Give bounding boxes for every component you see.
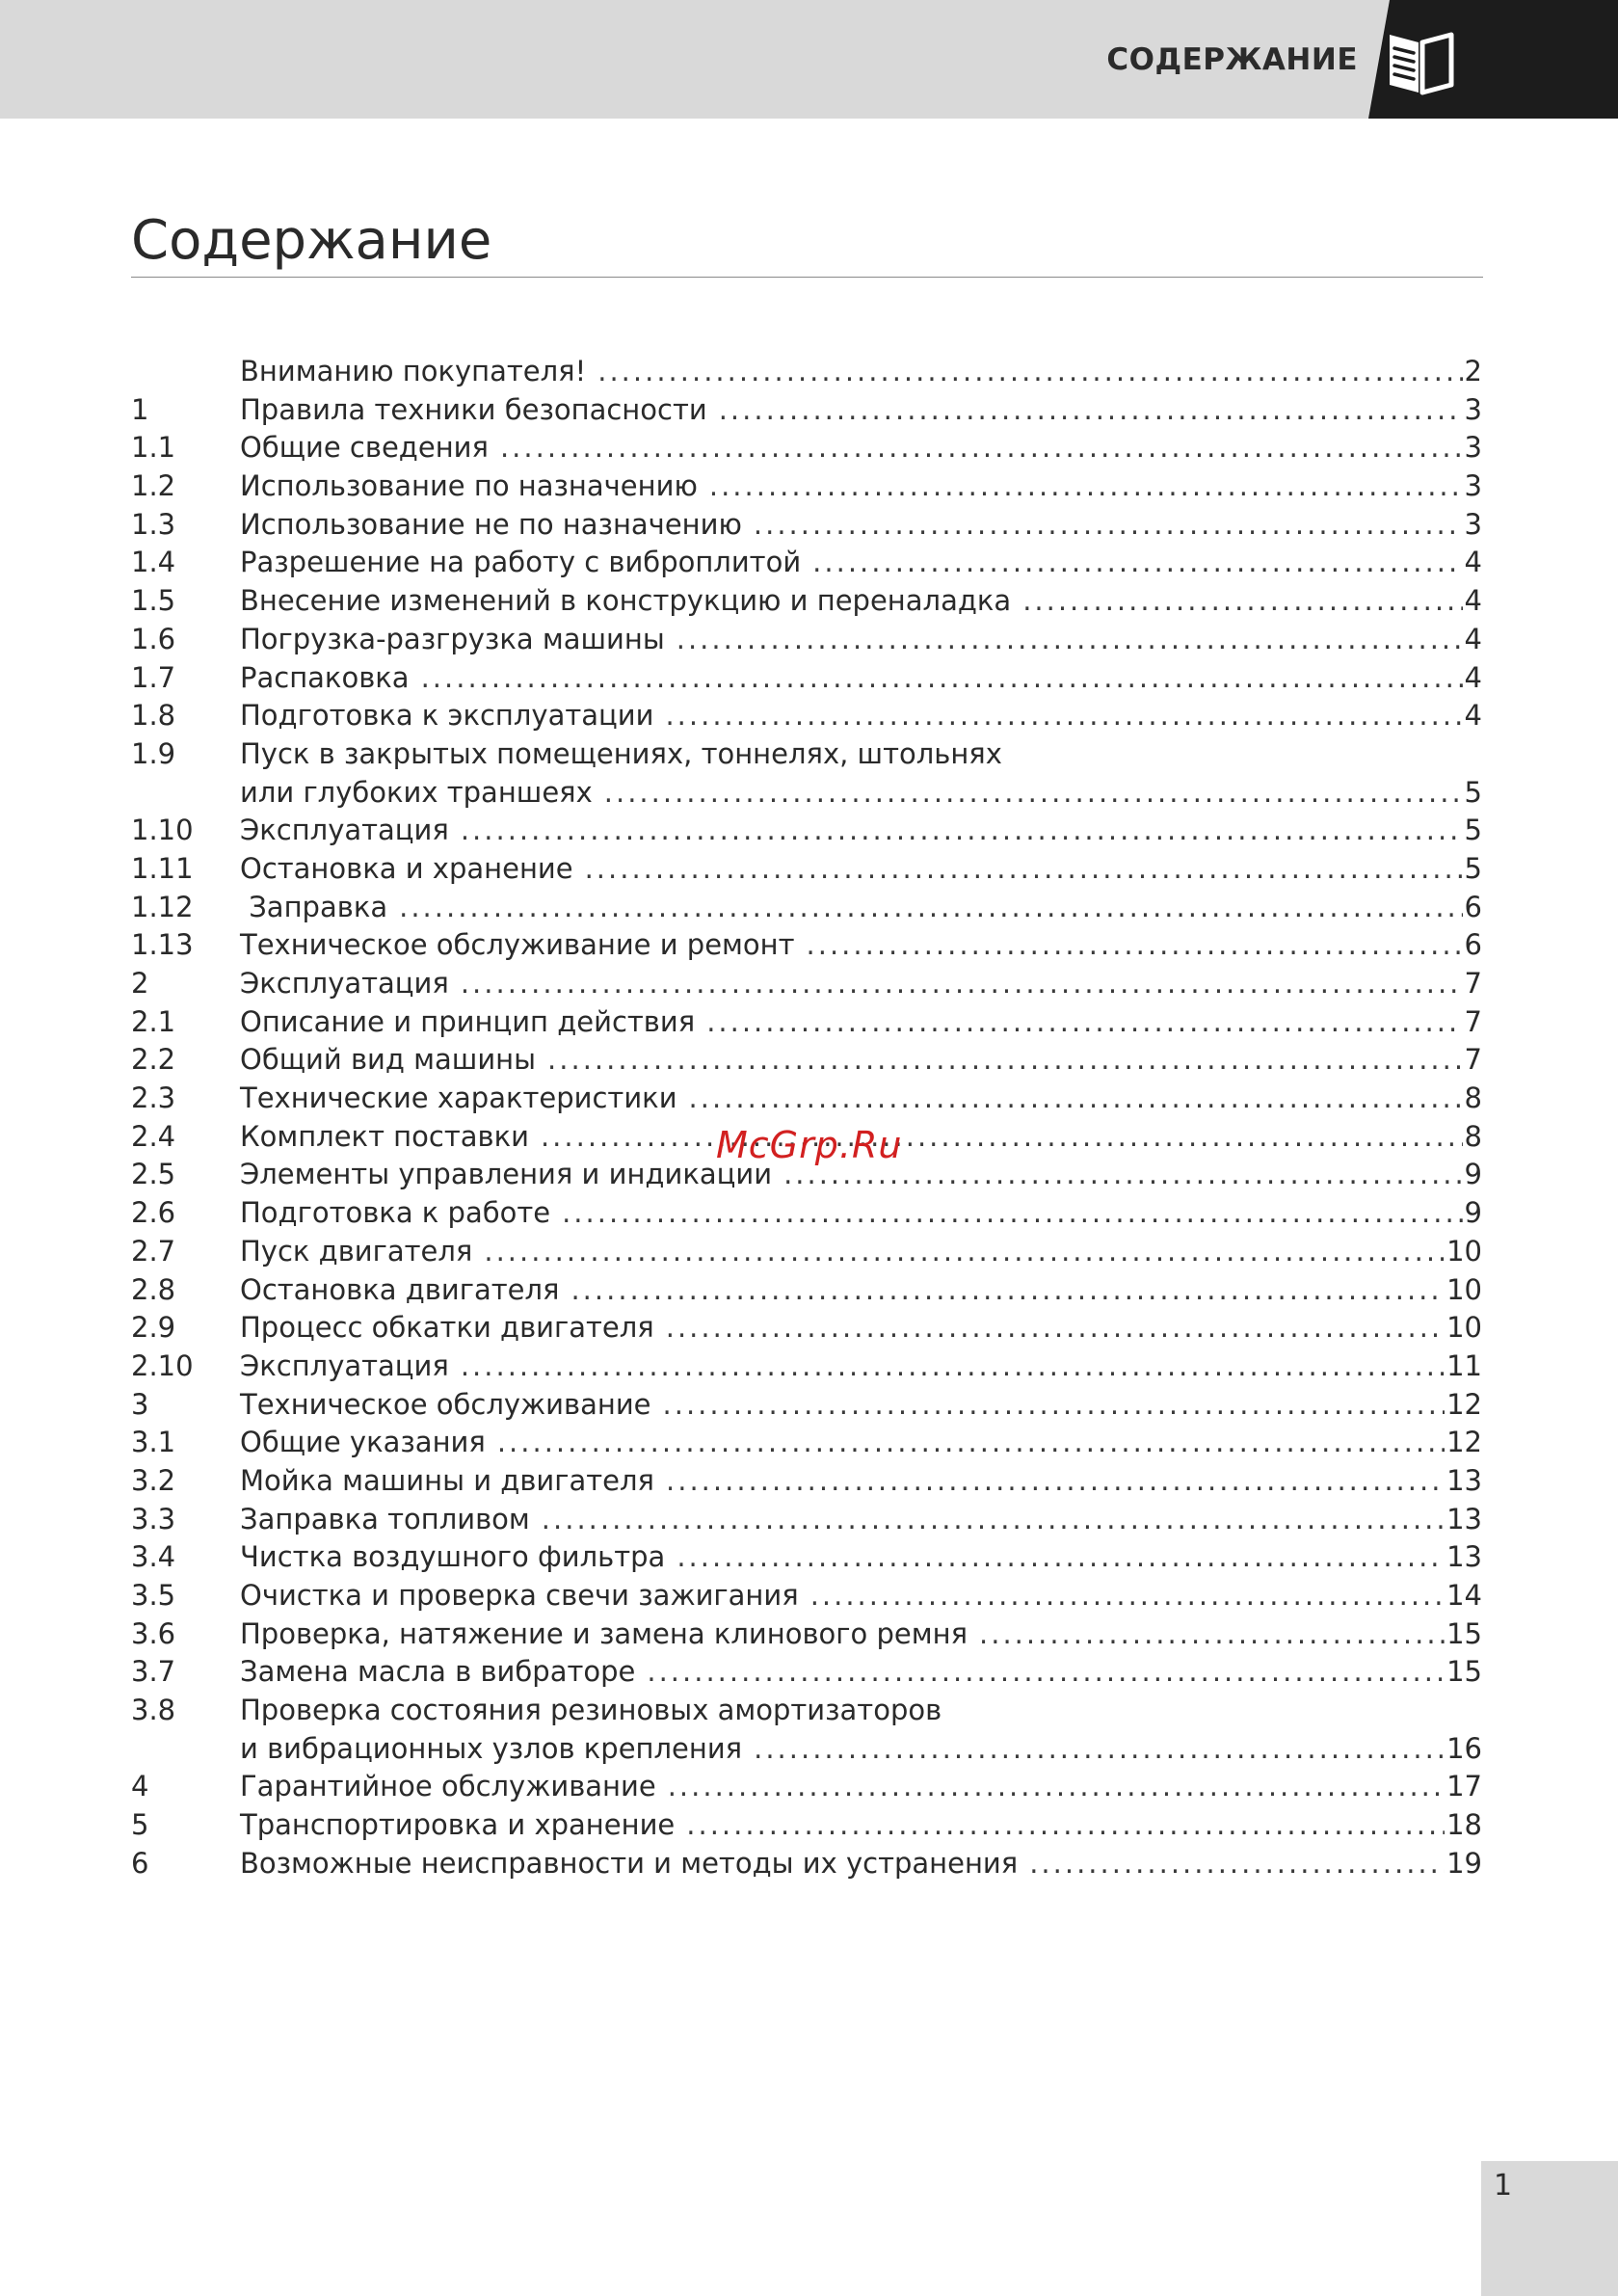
- toc-number: 1.4: [131, 546, 176, 579]
- toc-number: 3.1: [131, 1426, 176, 1459]
- toc-number: 1.3: [131, 507, 176, 541]
- toc-row: [131, 353, 1482, 391]
- toc-row: [131, 697, 1482, 735]
- toc-number: 3.4: [131, 1540, 176, 1574]
- toc-leader: [665, 697, 1462, 735]
- toc-leader: [663, 1386, 1446, 1425]
- toc-leader: [399, 889, 1462, 927]
- toc-page: 9: [1464, 1158, 1482, 1191]
- toc-page: 12: [1446, 1426, 1482, 1459]
- toc-leader: [1029, 1845, 1445, 1883]
- toc-page: 8: [1464, 1081, 1482, 1115]
- toc-page: 12: [1446, 1387, 1482, 1421]
- toc-title: Процесс обкатки двигателя: [240, 1311, 654, 1345]
- toc-title: Остановка двигателя: [240, 1272, 560, 1306]
- toc-title: Техническое обслуживание: [240, 1387, 651, 1421]
- toc-row: [131, 1309, 1482, 1348]
- toc-number: 1: [131, 392, 149, 426]
- toc-title: Элементы управления и индикации: [240, 1158, 773, 1191]
- toc-leader: [547, 1041, 1463, 1080]
- toc-row: [131, 582, 1482, 621]
- toc-number: 2.1: [131, 1004, 176, 1038]
- toc-title: Замена масла в вибраторе: [240, 1655, 636, 1689]
- toc-row: [131, 467, 1482, 506]
- toc-title: и вибрационных узлов крепления: [240, 1731, 743, 1765]
- toc-number: 1.10: [131, 814, 194, 847]
- toc-row: [131, 1768, 1482, 1806]
- toc-leader: [541, 1118, 1463, 1157]
- toc-row: [131, 1806, 1482, 1845]
- toc-number: 2.6: [131, 1196, 176, 1230]
- toc-row: [131, 544, 1482, 582]
- toc-number: 1.7: [131, 660, 176, 694]
- toc-leader: [979, 1615, 1445, 1654]
- toc-leader: [421, 659, 1463, 698]
- toc-title: Общие сведения: [240, 431, 489, 465]
- toc-number: 2: [131, 967, 149, 1000]
- toc-title: Проверка состояния резиновых амортизаторов: [240, 1694, 942, 1727]
- toc-number: 1.11: [131, 851, 194, 885]
- toc-row: [131, 926, 1482, 965]
- toc-page: 5: [1464, 851, 1482, 885]
- toc-row: [131, 391, 1482, 430]
- toc-number: 5: [131, 1808, 149, 1842]
- toc-page: 7: [1464, 1043, 1482, 1077]
- toc-leader: [500, 429, 1463, 467]
- toc-page: 16: [1446, 1731, 1482, 1765]
- toc-page: 5: [1464, 775, 1482, 809]
- toc-leader: [754, 1730, 1445, 1769]
- toc-leader: [709, 467, 1463, 506]
- watermark: McGrp.Ru: [716, 1124, 903, 1166]
- toc-leader: [497, 1424, 1445, 1462]
- toc-page: 4: [1464, 584, 1482, 618]
- toc-page: 13: [1446, 1463, 1482, 1497]
- toc-page: 4: [1464, 622, 1482, 655]
- toc-number: 2.7: [131, 1234, 176, 1268]
- toc-number: 1.2: [131, 469, 176, 503]
- toc-row: [131, 850, 1482, 889]
- toc-title: Использование не по назначению: [240, 507, 742, 541]
- toc-page: 10: [1446, 1311, 1482, 1345]
- toc-number: 3.2: [131, 1463, 176, 1497]
- toc-row: [131, 1577, 1482, 1615]
- toc-title: Очистка и проверка свечи зажигания: [240, 1579, 799, 1612]
- toc-title: Транспортировка и хранение: [240, 1808, 676, 1842]
- toc-page: 4: [1464, 699, 1482, 733]
- toc-row: [131, 1845, 1482, 1883]
- toc-leader: [676, 1538, 1445, 1577]
- toc-leader: [570, 1271, 1445, 1310]
- toc-number: 1.1: [131, 431, 176, 465]
- toc-title: Эксплуатация: [240, 1348, 449, 1382]
- toc-title: Эксплуатация: [240, 967, 449, 1000]
- toc-row: [131, 1194, 1482, 1233]
- toc-page: 19: [1446, 1846, 1482, 1880]
- toc-row: [131, 1424, 1482, 1462]
- toc-number: 1.8: [131, 699, 176, 733]
- toc-title: Общие указания: [240, 1426, 486, 1459]
- toc-number: 1.5: [131, 584, 176, 618]
- toc-list: [131, 353, 1482, 1883]
- toc-row: [131, 1462, 1482, 1501]
- toc-number: 2.10: [131, 1348, 194, 1382]
- toc-number: 2.3: [131, 1081, 176, 1115]
- toc-title: Пуск в закрытых помещениях, тоннелях, штольнях: [240, 736, 1002, 770]
- toc-page: 5: [1464, 814, 1482, 847]
- toc-number: 2.5: [131, 1158, 176, 1191]
- toc-number: 3.7: [131, 1655, 176, 1689]
- toc-page: 15: [1446, 1616, 1482, 1650]
- toc-number: 1.12: [131, 890, 194, 923]
- toc-page: 11: [1446, 1348, 1482, 1382]
- toc-title: или глубоких траншеях: [240, 775, 593, 809]
- toc-leader: [807, 926, 1463, 965]
- toc-page: 10: [1446, 1234, 1482, 1268]
- toc-number: 1.13: [131, 928, 194, 962]
- toc-number: 2.4: [131, 1119, 176, 1153]
- toc-row: [131, 506, 1482, 545]
- toc-number: 2.8: [131, 1272, 176, 1306]
- toc-leader: [666, 1309, 1445, 1348]
- toc-title: Вниманию покупателя!: [240, 355, 587, 387]
- title-rule: [131, 277, 1483, 278]
- toc-leader: [812, 544, 1462, 582]
- toc-title: Чистка воздушного фильтра: [240, 1540, 666, 1574]
- toc-row: [131, 1653, 1482, 1692]
- toc-page: 3: [1464, 469, 1482, 503]
- toc-row: [131, 1233, 1482, 1271]
- toc-title: Технические характеристики: [240, 1081, 677, 1115]
- toc-page: 6: [1464, 890, 1482, 923]
- toc-number: 3.8: [131, 1694, 176, 1727]
- toc-row: [131, 1615, 1482, 1654]
- toc-title: Пуск двигателя: [240, 1234, 473, 1268]
- section-label: СОДЕРЖАНИЕ: [1106, 42, 1358, 77]
- toc-title: Эксплуатация: [240, 814, 449, 847]
- toc-title: Мойка машины и двигателя: [240, 1463, 655, 1497]
- toc-leader: [562, 1194, 1462, 1233]
- toc-page: 2: [1464, 355, 1482, 387]
- toc-leader: [542, 1501, 1445, 1539]
- toc-title: Остановка и хранение: [240, 851, 573, 885]
- toc-leader: [689, 1080, 1463, 1118]
- toc-row: [131, 1080, 1482, 1118]
- toc-page: 7: [1464, 1004, 1482, 1038]
- toc-page: 9: [1464, 1196, 1482, 1230]
- toc-row: [131, 1003, 1482, 1042]
- toc-row: [131, 889, 1482, 927]
- toc-row: [131, 621, 1482, 659]
- toc-title: Внесение изменений в конструкцию и переналадка: [240, 584, 1012, 618]
- toc-page: 17: [1446, 1770, 1482, 1803]
- toc-page: 18: [1446, 1808, 1482, 1842]
- toc-page: 6: [1464, 928, 1482, 962]
- toc-leader: [461, 812, 1463, 850]
- toc-row: [131, 1538, 1482, 1577]
- toc-page: 4: [1464, 546, 1482, 579]
- toc-page: 14: [1446, 1579, 1482, 1612]
- toc-number: 1.9: [131, 736, 176, 770]
- toc-page: 3: [1464, 431, 1482, 465]
- toc-number: 4: [131, 1770, 149, 1803]
- page-title: Содержание: [131, 209, 492, 272]
- toc-row: [131, 429, 1482, 467]
- toc-title: Заправка: [240, 890, 388, 923]
- toc-leader: [484, 1233, 1445, 1271]
- toc-leader: [585, 850, 1463, 889]
- toc-title: Погрузка-разгрузка машины: [240, 622, 665, 655]
- toc-title: Разрешение на работу с виброплитой: [240, 546, 802, 579]
- toc-title: Заправка топливом: [240, 1502, 530, 1535]
- toc-leader: [461, 1348, 1445, 1386]
- toc-number: 3: [131, 1387, 149, 1421]
- toc-page: 3: [1464, 392, 1482, 426]
- toc-leader: [754, 506, 1463, 545]
- toc-page: 4: [1464, 660, 1482, 694]
- toc-page: 15: [1446, 1655, 1482, 1689]
- toc-leader: [719, 391, 1463, 430]
- toc-row: [131, 735, 1482, 774]
- toc-leader: [668, 1768, 1445, 1806]
- toc-row: [131, 774, 1482, 813]
- toc-leader: [810, 1577, 1445, 1615]
- toc-leader: [686, 1806, 1445, 1845]
- toc-title: Техническое обслуживание и ремонт: [240, 928, 795, 962]
- toc-number: 2.2: [131, 1043, 176, 1077]
- toc-leader: [1022, 582, 1462, 621]
- toc-title: Подготовка к работе: [240, 1196, 551, 1230]
- toc-number: 3.6: [131, 1616, 176, 1650]
- toc-row: [131, 1041, 1482, 1080]
- toc-number: 1.6: [131, 622, 176, 655]
- toc-row: [131, 1692, 1482, 1730]
- toc-title: Возможные неисправности и методы их устранения: [240, 1846, 1019, 1880]
- toc-number: 3.3: [131, 1502, 176, 1535]
- toc-row: [131, 1386, 1482, 1425]
- toc-row: [131, 1730, 1482, 1769]
- toc-number: 2.9: [131, 1311, 176, 1345]
- toc-page: 3: [1464, 507, 1482, 541]
- toc-title: Использование по назначению: [240, 469, 698, 503]
- page-number: 1: [1494, 2169, 1513, 2203]
- toc-leader: [604, 774, 1463, 813]
- toc-leader: [706, 1003, 1462, 1042]
- toc-row: [131, 1501, 1482, 1539]
- toc-title: Общий вид машины: [240, 1043, 537, 1077]
- toc-page: 10: [1446, 1272, 1482, 1306]
- toc-title: Комплект поставки: [240, 1119, 529, 1153]
- toc-number: 3.5: [131, 1579, 176, 1612]
- toc-title: Описание и принцип действия: [240, 1004, 696, 1038]
- toc-page: 13: [1446, 1540, 1482, 1574]
- toc-leader: [647, 1653, 1445, 1692]
- toc-leader: [597, 353, 1462, 391]
- toc-row: [131, 812, 1482, 850]
- toc-page: 13: [1446, 1502, 1482, 1535]
- book-icon: [1382, 29, 1459, 96]
- toc-row: [131, 1348, 1482, 1386]
- toc-leader: [666, 1462, 1445, 1501]
- toc-title: Проверка, натяжение и замена клинового ремня: [240, 1616, 968, 1650]
- toc-row: [131, 659, 1482, 698]
- toc-row: [131, 965, 1482, 1003]
- toc-title: Распаковка: [240, 660, 410, 694]
- toc-title: Правила техники безопасности: [240, 392, 707, 426]
- toc-row: [131, 1271, 1482, 1310]
- toc-title: Гарантийное обслуживание: [240, 1770, 656, 1803]
- toc-number: 6: [131, 1846, 149, 1880]
- toc-page: 7: [1464, 967, 1482, 1000]
- toc-leader: [461, 965, 1463, 1003]
- toc-title: Подготовка к эксплуатации: [240, 699, 654, 733]
- toc-page: 8: [1464, 1119, 1482, 1153]
- toc-leader: [676, 621, 1463, 659]
